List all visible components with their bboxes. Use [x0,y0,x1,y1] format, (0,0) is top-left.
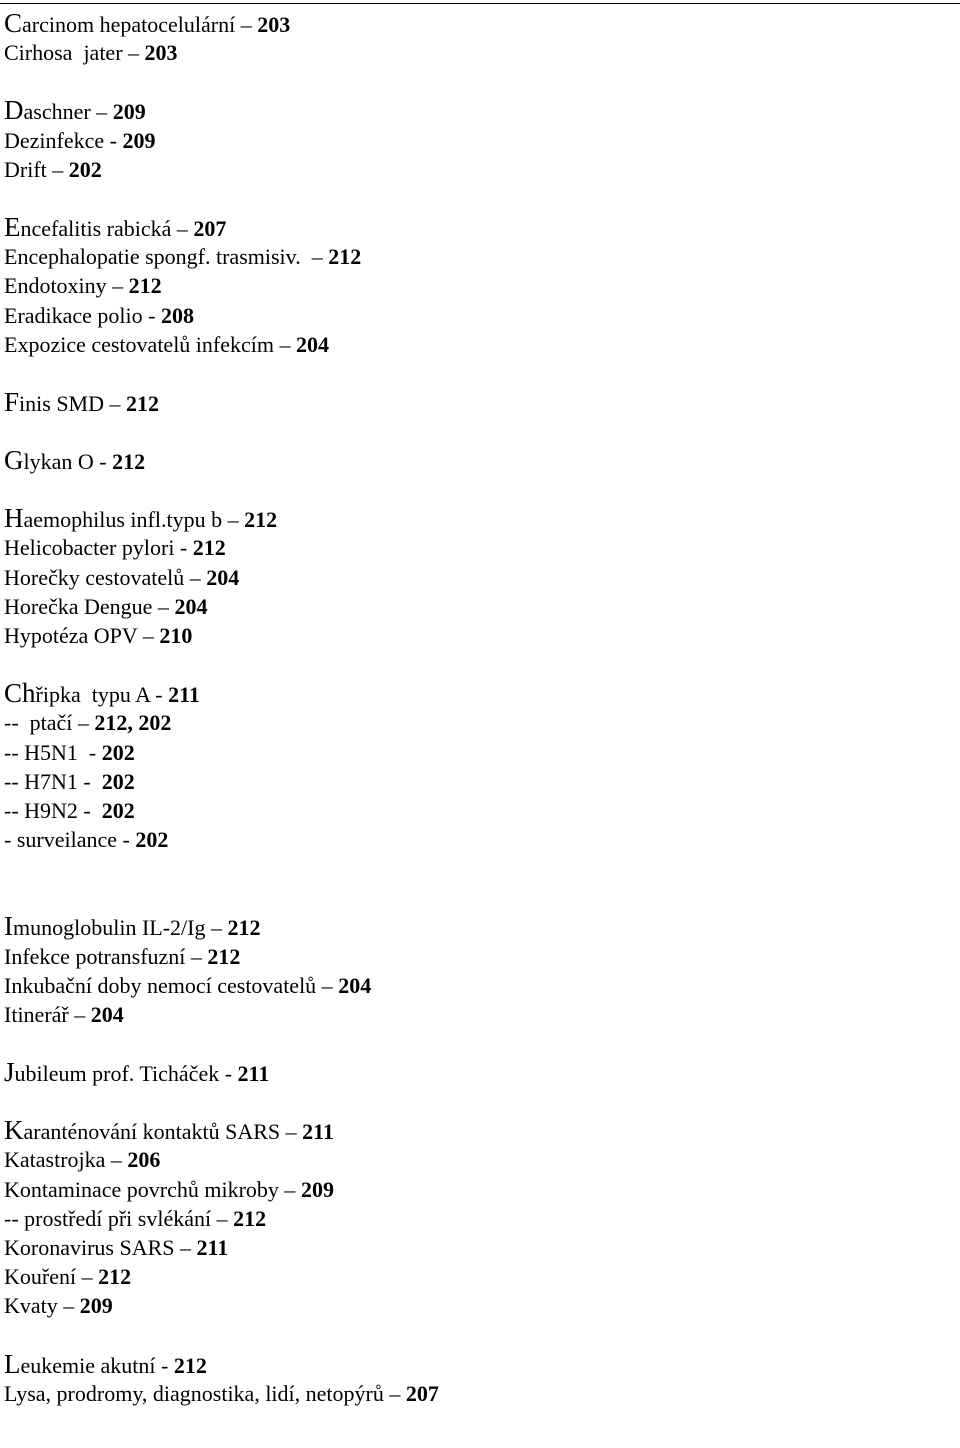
index-entry [4,592,944,621]
index-entry [4,330,944,359]
entry-term: Inkubační doby nemocí cestovatelů – [4,972,339,998]
entry-term: -- H5N1 - [4,739,102,765]
page-number: 212 [112,449,146,475]
page-number: 212 [126,390,160,416]
index-group [4,1350,944,1408]
entry-term: - surveilance - [4,827,136,853]
index-entry [4,679,944,708]
entry-term: -- prostředí při svlékání – [4,1205,234,1231]
top-rule [0,3,960,4]
entry-term: ubileum prof. Ticháček - [14,1061,238,1087]
entry-term: arcinom hepatocelulární – [22,12,258,37]
page-number: 209 [300,1176,334,1202]
entry-term: Koronavirus SARS – [4,1235,197,1260]
page-number: 204 [338,972,372,998]
page-number: 211 [302,1119,334,1145]
initial-letter: C [4,8,23,38]
index-entry [4,1379,944,1408]
entry-term: Eradikace polio - [4,302,161,328]
page-number: 212 [244,507,278,533]
index-entry [4,1262,944,1291]
entry-term: Kvaty – [4,1293,80,1319]
page-number: 212 [192,535,226,561]
index-entry [4,271,944,300]
index-entry [4,912,944,941]
page-number: 204 [296,331,329,357]
page-number: 203 [257,12,291,37]
entry-term: Lysa, prodromy, diagnostika, lidí, netopýrů – [4,1380,406,1406]
index-group [4,213,944,359]
page-number: 212 [128,273,162,299]
initial-letter: J [4,1057,15,1088]
page-number: 212 [207,943,241,969]
page-number: 211 [168,682,200,708]
page-number: 211 [196,1235,229,1260]
initial-letter: D [4,95,24,126]
page-number: 202 [101,797,135,823]
index-entry [4,1116,944,1145]
page-number: 212 [233,1205,267,1231]
entry-term: Helicobacter pylori - [4,535,193,561]
page-number: 208 [161,302,194,328]
page-number: 212 [328,244,362,270]
entry-term: Dezinfekce - [4,127,123,153]
entry-term: lykan O - [23,449,113,475]
index-group [4,504,944,650]
entry-term: munoglobulin IL-2/Ig – [13,915,228,941]
index-entry [4,96,944,125]
page-number: 202 [101,739,135,765]
index-group [4,96,944,184]
page-number: 209 [122,127,156,153]
index-entry [4,825,944,854]
index-entry [4,155,944,184]
index-entry [4,388,944,417]
index-entry [4,563,944,592]
index-entry [4,971,944,1000]
subject-index [4,9,944,1408]
initial-letter: Ch [4,678,36,709]
index-entry [4,1204,944,1233]
page-number: 212 [98,1264,132,1290]
index-group [4,912,944,1029]
index-entry [4,1145,944,1174]
index-group [4,9,944,67]
page-number: 202 [135,827,169,853]
index-entry [4,301,944,330]
page-number: 212 [227,915,261,941]
entry-term: Itinerář – [4,1001,91,1027]
index-entry [4,504,944,533]
page-number: 209 [79,1293,113,1319]
initial-letter: L [4,1348,21,1379]
index-entry [4,533,944,562]
index-entry [4,213,944,242]
initial-letter: G [4,445,24,476]
index-entry [4,738,944,767]
index-entry [4,621,944,650]
index-entry [4,942,944,971]
index-entry [4,1350,944,1379]
page-number: 207 [193,215,227,241]
page-number: 204 [90,1001,124,1027]
page-number: 212 [173,1352,207,1378]
page-number: 202 [101,768,135,794]
entry-term: řipka typu A - [35,682,169,708]
index-entry [4,767,944,796]
page-number: 210 [159,623,193,648]
entry-term: Kouření – [4,1264,99,1290]
entry-term: -- H9N2 - [4,797,102,823]
entry-term: Katastrojka – [4,1147,128,1173]
entry-term: Horečka Dengue – [4,593,175,619]
entry-term: inis SMD – [19,390,127,416]
page-number: 204 [174,593,208,619]
page-number: 204 [206,564,240,590]
initial-letter: F [4,386,20,417]
entry-term: eukemie akutní - [20,1352,174,1378]
index-entry [4,1291,944,1320]
entry-term: Drift – [4,156,69,182]
initial-letter: I [4,911,13,942]
index-entry [4,1175,944,1204]
index-entry [4,446,944,475]
entry-term: Endotoxiny – [4,273,129,299]
page-number: 209 [112,99,146,125]
page-number: 211 [237,1061,270,1087]
index-group [4,1116,944,1320]
index-entry [4,1058,944,1087]
entry-term: -- ptačí – [4,710,95,736]
entry-term: -- H7N1 - [4,768,102,794]
index-entry [4,708,944,737]
entry-term: aschner – [23,99,113,125]
page-number: 207 [405,1380,439,1406]
initial-letter: K [4,1115,24,1146]
entry-term: Horečky cestovatelů – [4,564,207,590]
index-group [4,679,944,854]
index-entry [4,1233,944,1262]
page-number: 212, 202 [94,710,172,736]
entry-term: Hypotéza OPV – [4,623,160,648]
initial-letter: E [4,211,21,242]
index-entry [4,126,944,155]
entry-term: Infekce potransfuzní – [4,943,208,969]
index-group [4,1058,944,1087]
initial-letter: H [4,503,24,534]
entry-term: Kontaminace povrchů mikroby – [4,1176,301,1202]
page-number: 203 [144,40,178,66]
index-entry [4,1000,944,1029]
index-group [4,388,944,417]
index-entry [4,9,944,38]
index-entry [4,38,944,67]
entry-term: Encephalopatie spongf. trasmisiv. – [4,244,329,270]
entry-term: Cirhosa jater – [4,40,145,66]
index-entry [4,796,944,825]
entry-term: aranténování kontaktů SARS – [23,1119,303,1145]
index-group [4,446,944,475]
page-number: 202 [68,156,102,182]
entry-term: aemophilus infl.typu b – [23,507,245,533]
index-entry [4,242,944,271]
entry-term: Expozice cestovatelů infekcím – [4,331,296,357]
page-number: 206 [127,1147,161,1173]
entry-term: ncefalitis rabická – [20,215,194,241]
